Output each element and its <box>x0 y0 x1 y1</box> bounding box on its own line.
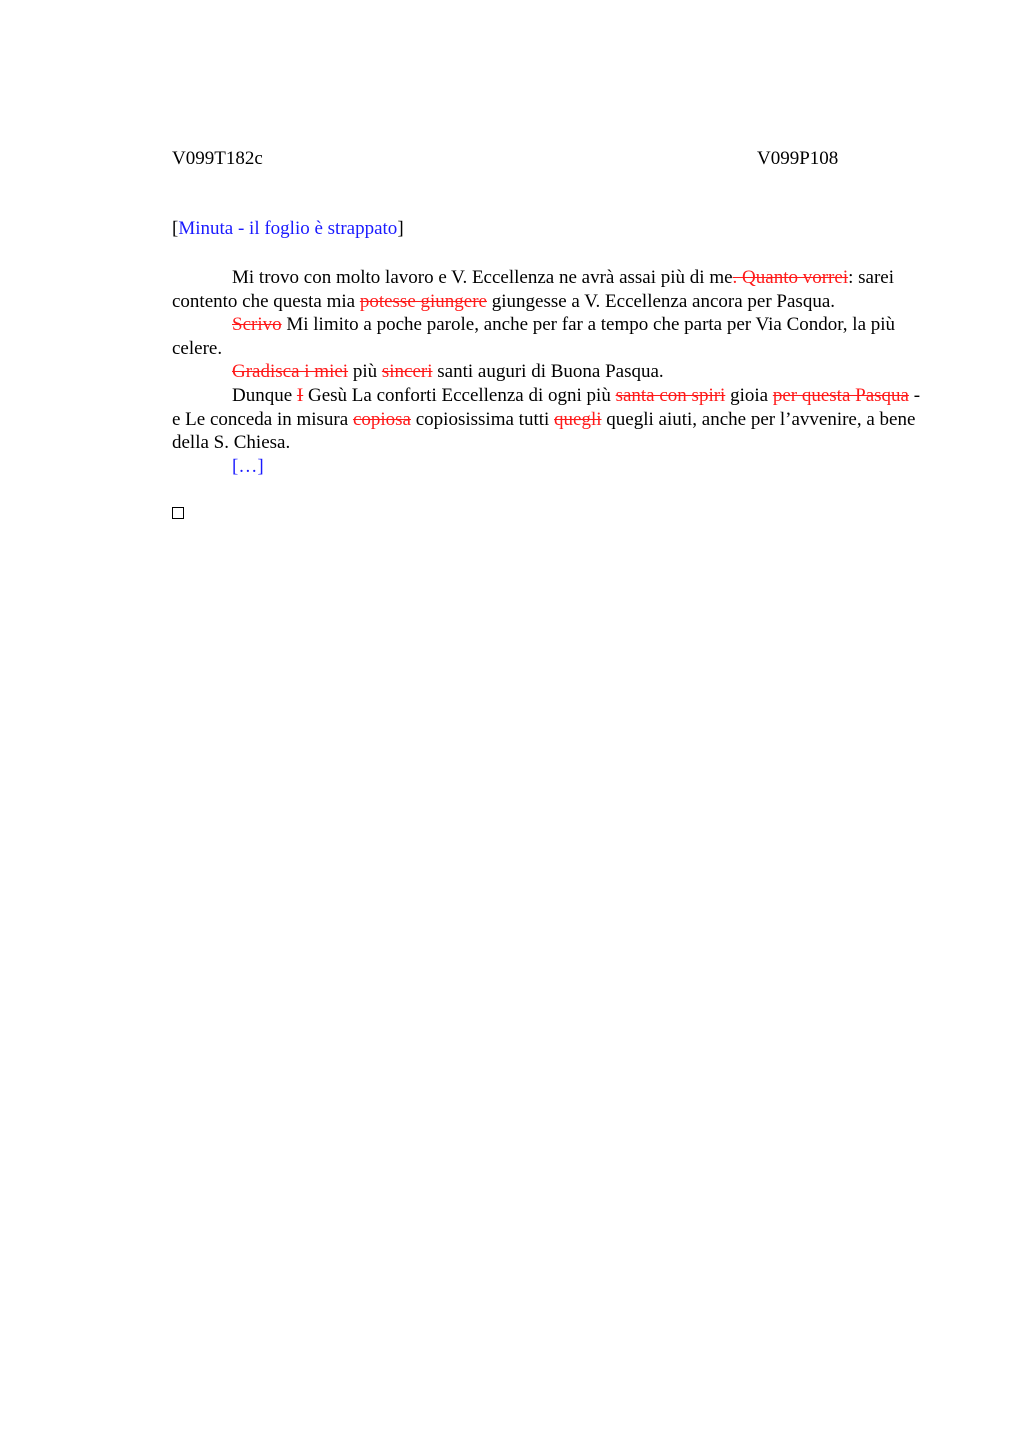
deleted-text: sinceri <box>381 361 433 383</box>
document-header <box>172 148 928 172</box>
deleted-text: Scrivo <box>232 314 282 336</box>
text-run: - e Le conceda in misura <box>172 384 921 430</box>
text-run: Dunque <box>232 384 297 406</box>
paragraph-3 <box>172 360 928 384</box>
paragraph-2 <box>172 313 928 360</box>
letter-body <box>172 266 928 478</box>
text-run: quegli aiuti, anche per l’avvenire, a bene della S. Chiesa. <box>172 408 916 454</box>
omission-ellipsis: […] <box>232 455 264 477</box>
paragraph-1 <box>172 266 928 313</box>
document-code-right: V099P108 <box>757 148 839 169</box>
editorial-note <box>172 218 404 240</box>
deleted-text: potesse giungere <box>359 290 487 312</box>
text-run: Mi limito a poche parole, anche per far a tempo che parta per Via Condor, la più celere. <box>172 314 896 359</box>
deleted-text: per questa Pasqua <box>772 384 909 406</box>
checkbox-square-icon <box>172 507 184 519</box>
text-run: santi auguri di Buona Pasqua. <box>432 361 664 383</box>
document-code-left: V099T182c <box>172 148 263 169</box>
deleted-text: quegli <box>554 408 602 430</box>
text-run: Gesù La conforti Eccellenza di ogni più <box>303 384 616 406</box>
deleted-text: . Quanto vorrei <box>732 267 849 288</box>
deleted-text: I <box>296 384 304 406</box>
text-run: Mi trovo con molto lavoro e V. Eccellenza ne avrà assai più di me <box>232 267 733 288</box>
text-run: copiosissima tutti <box>411 408 555 430</box>
text-run: gioia <box>725 384 773 406</box>
deleted-text: Gradisca i miei <box>232 361 349 383</box>
note-text: Minuta - il foglio è strappato <box>178 218 398 239</box>
paragraph-5 <box>172 455 928 479</box>
text-run: : sarei contento che questa mia <box>172 267 895 312</box>
text-run: giungesse a V. Eccellenza ancora per Pasqua. <box>486 290 836 312</box>
deleted-text: santa con spiri <box>615 384 726 406</box>
text-run: più <box>348 361 382 383</box>
deleted-text: copiosa <box>352 408 411 430</box>
note-open-bracket: [ <box>172 218 179 239</box>
paragraph-4 <box>172 384 928 455</box>
note-close-bracket: ] <box>397 218 404 239</box>
